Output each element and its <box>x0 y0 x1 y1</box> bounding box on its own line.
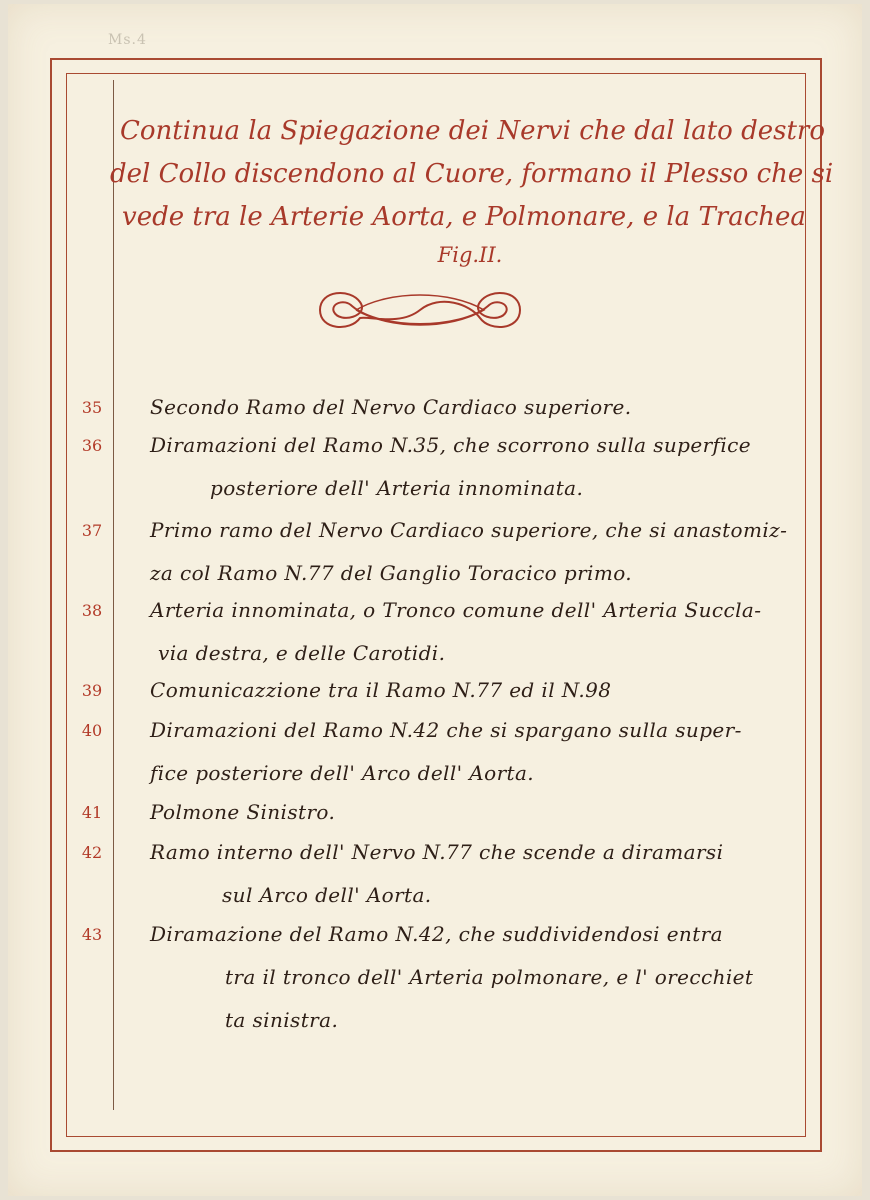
entry-text: ta sinistra. <box>225 1008 339 1032</box>
entry-number: 40 <box>81 721 103 740</box>
entry-text: posteriore dell' Arteria innominata. <box>210 476 584 500</box>
entry-text: za col Ramo N.77 del Ganglio Toracico primo. <box>150 561 633 585</box>
entry-number: 43 <box>81 925 103 944</box>
entry-text: tra il tronco dell' Arteria polmonare, e l' orecchiet <box>225 965 754 989</box>
title-line-3: vede tra le Arterie Aorta, e Polmonare, e la Trachea <box>122 202 806 232</box>
entry-number: 36 <box>81 436 103 455</box>
entry-text: Diramazioni del Ramo N.42 che si spargano sulla super- <box>150 718 742 742</box>
title-line-1: Continua la Spiegazione dei Nervi che dal lato destro <box>120 116 825 146</box>
entry-text: via destra, e delle Carotidi. <box>158 641 446 665</box>
title-line-2: del Collo discendono al Cuore, formano il Plesso che si <box>110 159 834 189</box>
entry-text: Polmone Sinistro. <box>150 800 336 824</box>
calligraphic-flourish-icon <box>300 280 540 340</box>
entry-text: Diramazione del Ramo N.42, che suddividendosi entra <box>150 922 723 946</box>
entry-text: Arteria innominata, o Tronco comune dell' Arteria Succla- <box>150 598 762 622</box>
entry-number: 41 <box>81 803 103 822</box>
entry-text: fice posteriore dell' Arco dell' Aorta. <box>150 761 535 785</box>
entry-number: 37 <box>81 521 103 540</box>
entry-text: Ramo interno dell' Nervo N.77 che scende a diramarsi <box>150 840 724 864</box>
figure-label: Fig.II. <box>437 243 503 267</box>
page-title <box>110 110 834 271</box>
entry-text: Diramazioni del Ramo N.35, che scorrono sulla superfice <box>150 433 751 457</box>
entry-number: 39 <box>81 681 103 700</box>
entry-text: Comunicazzione tra il Ramo N.77 ed il N.98 <box>150 678 612 702</box>
entry-text: Primo ramo del Nervo Cardiaco superiore, che si anastomiz- <box>150 518 788 542</box>
entry-text: Secondo Ramo del Nervo Cardiaco superiore. <box>150 395 632 419</box>
corner-mark: Ms.4 <box>108 32 147 48</box>
entry-text: sul Arco dell' Aorta. <box>222 883 432 907</box>
entry-number: 35 <box>81 398 103 417</box>
entry-number: 38 <box>81 601 103 620</box>
entry-number: 42 <box>81 843 103 862</box>
